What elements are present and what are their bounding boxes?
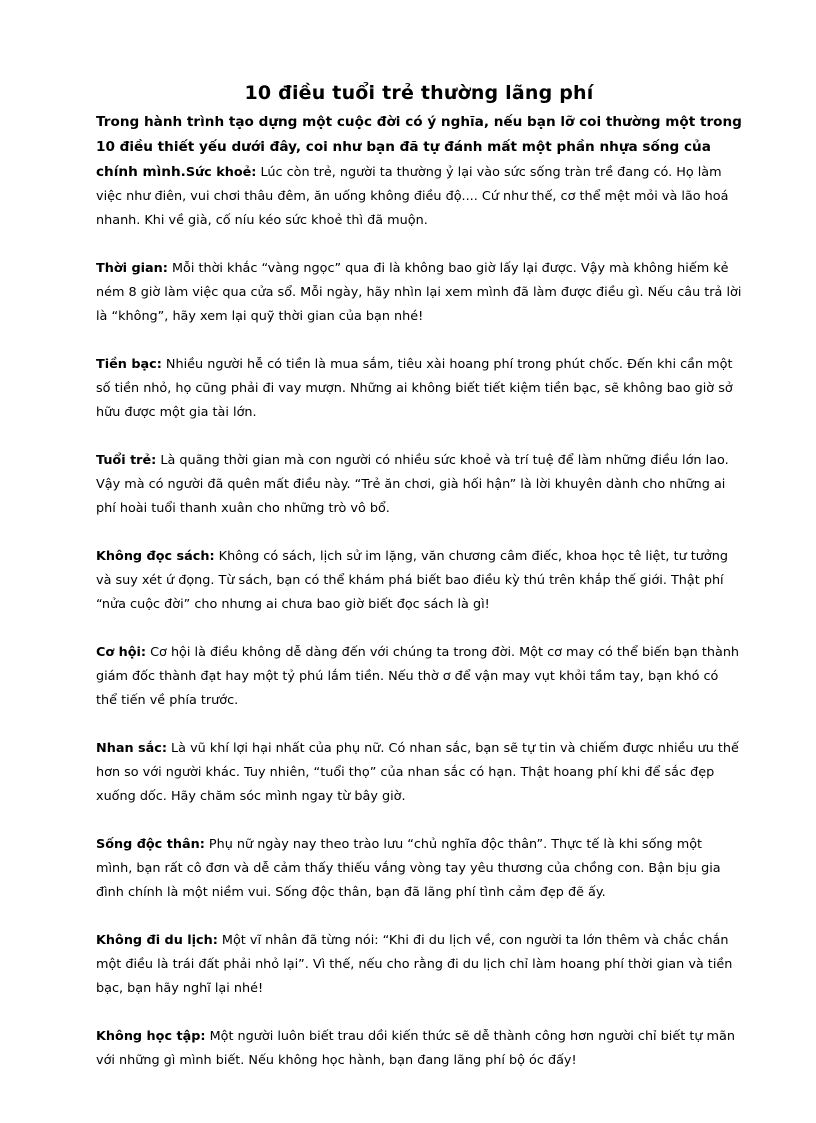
section-health	[96, 110, 742, 233]
section-time	[96, 257, 742, 329]
section-text: Không có sách, lịch sử im lặng, văn chương câm điếc, khoa học tê liệt, tư tưởng và suy xét ứ đọng. Từ sách, bạn có thể khám phá biết bao điều kỳ thú trên khắp thế giới. Thật phí “nửa cuộc đời” cho nhưng ai chưa bao giờ biết đọc sách là gì!	[96, 549, 728, 612]
section-label: Tuổi trẻ:	[96, 453, 157, 468]
intro-text: Trong hành trình tạo dựng một cuộc đời có ý nghĩa, nếu bạn lỡ coi thường một trong 10 điều thiết yếu dưới đây, coi như bạn đã tự đánh mất một phần nhựa sống của chính mình.	[96, 114, 742, 180]
section-not-studying	[96, 1025, 742, 1073]
section-money	[96, 353, 742, 425]
section-label: Thời gian:	[96, 261, 168, 276]
document-title: 10 điều tuổi trẻ thường lãng phí	[244, 82, 594, 104]
section-text: Là vũ khí lợi hại nhất của phụ nữ. Có nhan sắc, bạn sẽ tự tin và chiếm được nhiều ưu thế hơn so với người khác. Tuy nhiên, “tuổi thọ” của nhan sắc có hạn. Thật hoang phí khi để sắc đẹp xuống dốc. Hãy chăm sóc mình ngay từ bây giờ.	[96, 741, 739, 804]
section-not-reading	[96, 545, 742, 617]
section-text: Mỗi thời khắc “vàng ngọc” qua đi là không bao giờ lấy lại được. Vậy mà không hiếm kẻ ném 8 giờ làm việc qua cửa sổ. Mỗi ngày, hãy nhìn lại xem mình đã làm được điều gì. Nếu câu trả lời là “không”, hãy xem lại quỹ thời gian của bạn nhé!	[96, 261, 742, 324]
document-page	[96, 78, 742, 1073]
section-label: Không đi du lịch:	[96, 933, 218, 948]
section-label: Không học tập:	[96, 1029, 206, 1044]
section-opportunity	[96, 641, 742, 713]
section-label: Không đọc sách:	[96, 549, 215, 564]
section-youth	[96, 449, 742, 521]
section-text: Một vĩ nhân đã từng nói: “Khi đi du lịch về, con người ta lớn thêm và chắc chắn một điều là trái đất phải nhỏ lại”. Vì thế, nếu cho rằng đi du lịch chỉ làm hoang phí thời gian và tiền bạc, bạn hãy nghĩ lại nhé!	[96, 933, 733, 996]
section-not-traveling	[96, 929, 742, 1001]
section-text: Nhiều người hễ có tiền là mua sắm, tiêu xài hoang phí trong phút chốc. Đến khi cần một số tiền nhỏ, họ cũng phải đi vay mượn. Những ai không biết tiết kiệm tiền bạc, sẽ không bao giờ sở hữu được một gia tài lớn.	[96, 357, 733, 420]
section-label: Nhan sắc:	[96, 741, 167, 756]
section-label: Sống độc thân:	[96, 837, 205, 852]
section-text: Một người luôn biết trau dồi kiến thức sẽ dễ thành công hơn người chỉ biết tự mãn với những gì mình biết. Nếu không học hành, bạn đang lãng phí bộ óc đấy!	[96, 1029, 735, 1068]
section-single-life	[96, 833, 742, 905]
section-text: Cơ hội là điều không dễ dàng đến với chúng ta trong đời. Một cơ may có thể biến bạn thành giám đốc thành đạt hay một tỷ phú lắm tiền. Nếu thờ ơ để vận may vụt khỏi tầm tay, bạn khó có thể tiến về phía trước.	[96, 645, 740, 708]
section-text: Phụ nữ ngày nay theo trào lưu “chủ nghĩa độc thân”. Thực tế là khi sống một mình, bạn rất cô đơn và dễ cảm thấy thiếu vắng vòng tay yêu thương của chồng con. Bận bịu gia đình chính là một niềm vui. Sống độc thân, bạn đã lãng phí tình cảm đẹp đẽ ấy.	[96, 837, 721, 900]
section-beauty	[96, 737, 742, 809]
section-text: Là quãng thời gian mà con người có nhiều sức khoẻ và trí tuệ để làm những điều lớn lao. Vậy mà có người đã quên mất điều này. “Trẻ ăn chơi, già hối hận” là lời khuyên dành cho những ai phí hoài tuổi thanh xuân cho những trò vô bổ.	[96, 453, 729, 516]
section-label: Cơ hội:	[96, 645, 147, 660]
section-label: Tiền bạc:	[96, 357, 162, 372]
section-label: Sức khoẻ:	[185, 165, 257, 180]
section-text: Lúc còn trẻ, người ta thường ỷ lại vào sức sống tràn trề đang có. Họ làm việc như điên, vui chơi thâu đêm, ăn uống không điều độ.... Cứ như thế, cơ thể mệt mỏi và lão hoá nhanh. Khi về già, cố níu kéo sức khoẻ thì đã muộn.	[96, 165, 729, 228]
